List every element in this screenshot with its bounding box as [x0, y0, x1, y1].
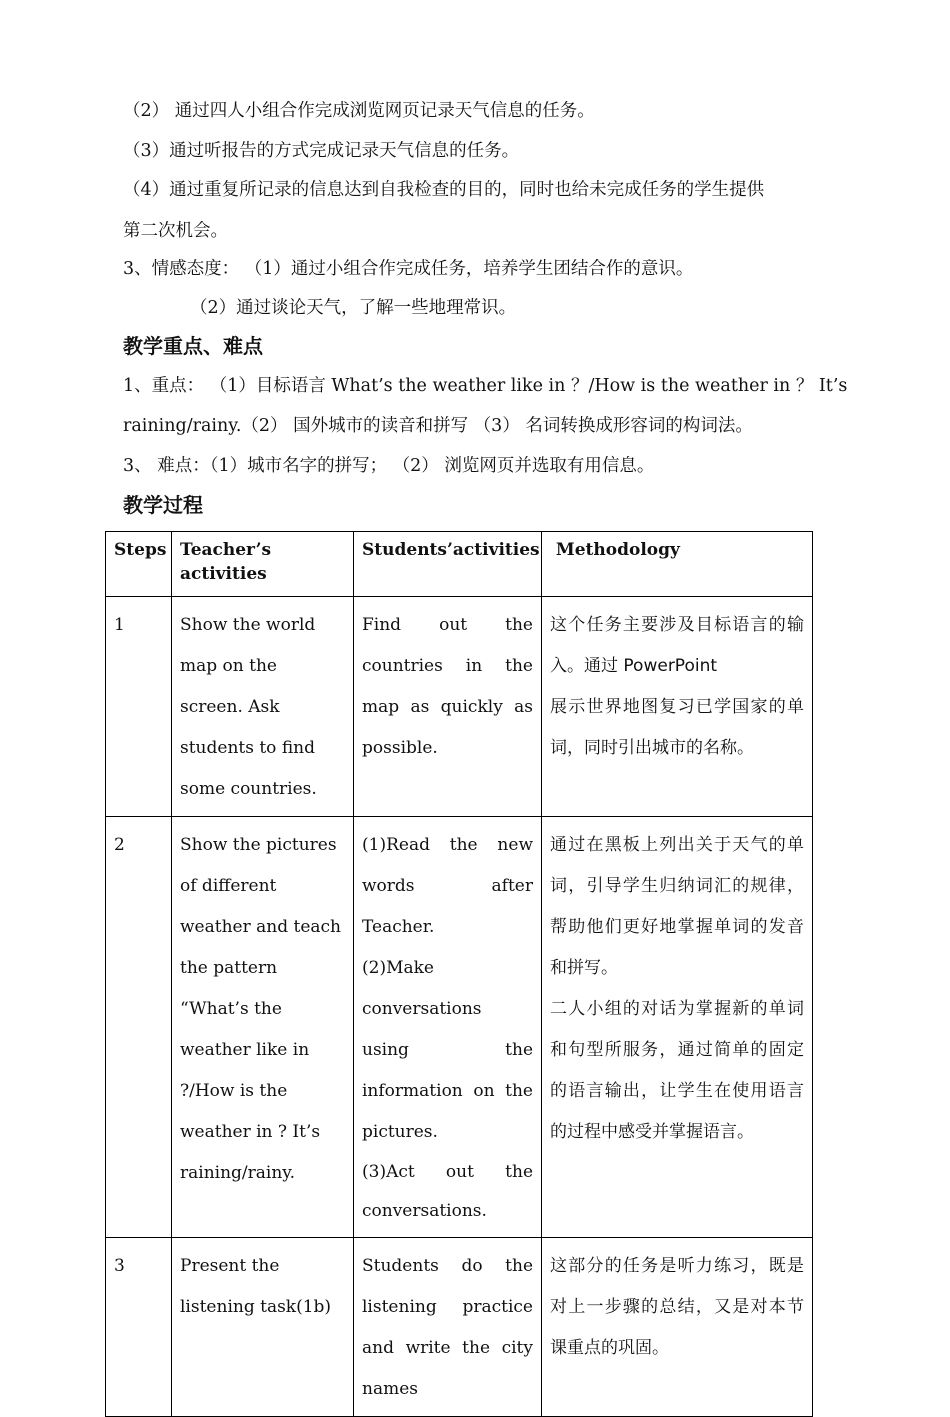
table-header-row	[106, 532, 813, 597]
focus-heading: 教学重点、难点	[123, 334, 263, 358]
objective-skill-3: （3）通过听报告的方式完成记录天气信息的任务。	[123, 141, 520, 161]
methodology	[542, 1238, 813, 1417]
students-activity	[354, 597, 542, 817]
students-activity-item: Students do the listening practice and write the city names	[362, 1256, 533, 1399]
objective-attitude-1: 3、情感态度： （1）通过小组合作完成任务，培养学生团结合作的意识。	[123, 259, 694, 279]
header-steps: Steps	[106, 532, 172, 597]
table-row	[106, 1238, 813, 1417]
header-methodology: Methodology	[542, 532, 813, 597]
difficult-point: 3、 难点：（1）城市名字的拼写； （2） 浏览网页并选取有用信息。	[123, 456, 655, 476]
methodology-item: 二人小组的对话为掌握新的单词和句型所服务，通过简单的固定的语言输出，让学生在使用语言的过程中感受并掌握语言。	[550, 999, 804, 1142]
header-students-activities: Students’activities	[354, 532, 542, 597]
process-heading: 教学过程	[123, 493, 203, 517]
header-teacher-activities: Teacher’s activities	[172, 532, 354, 597]
students-activity-item: (2)Make conversations using the information on the pictures.	[362, 958, 533, 1142]
students-activity-item: (3)Act out the conversations.	[362, 1162, 533, 1221]
methodology-item: 这部分的任务是听力练习，既是对上一步骤的总结，又是对本节课重点的巩固。	[550, 1256, 804, 1358]
objective-attitude-2: （2）通过谈论天气，了解一些地理常识。	[190, 298, 517, 318]
step-number: 3	[106, 1238, 172, 1417]
teacher-activity: Present the listening task(1b)	[172, 1238, 354, 1417]
key-point-line-2: raining/rainy.（2） 国外城市的读音和拼写 （3） 名词转换成形容词的构词法。	[123, 416, 753, 436]
students-activity-item: Find out the countries in the map as quickly as possible.	[362, 615, 533, 758]
teacher-activity: Show the pictures of different weather and teach the pattern “What’s the weather like in ?/How is the weather in ? It’s raining/rainy.	[172, 817, 354, 1238]
objective-skill-4-continued: 第二次机会。	[123, 221, 228, 241]
students-activity-item: (1)Read the new words after Teacher.	[362, 835, 533, 937]
key-point-line-1: 1、重点： （1）目标语言 What’s the weather like in ？/How is the weather in ？ It’s	[123, 376, 848, 396]
students-activity	[354, 1238, 542, 1417]
lesson-process-table	[105, 531, 813, 1417]
methodology-item: 通过在黑板上列出关于天气的单词，引导学生归纳词汇的规律，帮助他们更好地掌握单词的发音和拼写。	[550, 835, 804, 978]
step-number: 1	[106, 597, 172, 817]
methodology-item: 这个任务主要涉及目标语言的输入。通过 PowerPoint	[550, 615, 804, 676]
step-number: 2	[106, 817, 172, 1238]
teacher-activity: Show the world map on the screen. Ask students to find some countries.	[172, 597, 354, 817]
methodology	[542, 597, 813, 817]
students-activity	[354, 817, 542, 1238]
methodology	[542, 817, 813, 1238]
methodology-item: 展示世界地图复习已学国家的单词，同时引出城市的名称。	[550, 697, 804, 758]
objective-skill-4: （4）通过重复所记录的信息达到自我检查的目的，同时也给未完成任务的学生提供	[123, 180, 765, 200]
table-row	[106, 597, 813, 817]
objective-skill-2: （2） 通过四人小组合作完成浏览网页记录天气信息的任务。	[123, 101, 595, 121]
table-row	[106, 817, 813, 1238]
